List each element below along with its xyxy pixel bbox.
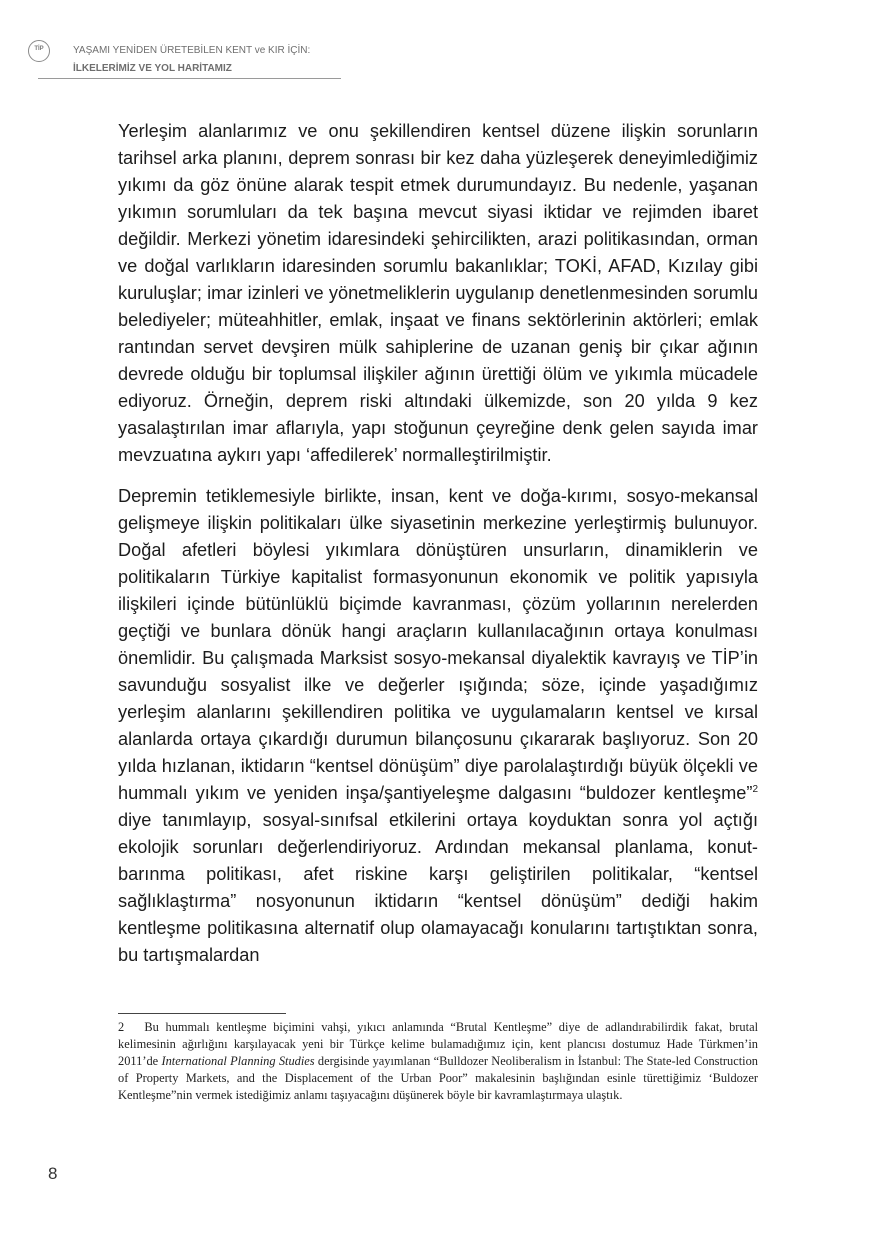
header-title-line1: YAŞAMI YENİDEN ÜRETEBİLEN KENT ve KIR İÇİN: xyxy=(73,45,311,56)
main-text xyxy=(118,118,758,983)
page-number: 8 xyxy=(48,1164,58,1183)
paragraph-2-part-2: diye tanımlayıp, sosyal-sınıfsal etkilerini ortaya koyduktan sonra yol açtığı ekolojik sorunları değerlendiriyoruz. Ardından mekansal planlama, konut-barınma politikası, afet riskine karşı geliştirilen politikalar, “kentsel sağlıklaştırma” nosyonunun iktidarın “kentsel dönüşüm” dediği hakim kentleşme politikasına alternatif olup olamayacağı konularını tartıştıktan sonra, bu tartışmalardan xyxy=(118,810,758,965)
logo-text: TİP xyxy=(34,46,44,52)
footnote xyxy=(118,1019,758,1104)
footnote-text-2: dergisinde yayımlanan “Bulldozer Neoliberalism in İstanbul: The State-led Construction of Property Markets, and the Displacement of the Urban Poor” makalesinin başlığından esinle türettiğimiz ‘Buldozer Kentleşme”nin vermek istediğimiz anlamı taşıyacağını düşünerek böyle bir kavramlaştırmaya ulaştık. xyxy=(118,1054,759,1102)
footnote-text-1: Bu hummalı kentleşme biçimini vahşi, yıkıcı anlamında “Brutal Kentleşme” diye de adlandırabilirdik fakat, brutal kelimesinin ağırlığını karşılayacak yeni bir Türkçe kelime bulamadığımız için, kent plancısı dostumuz Hade Türkmen’in 2011’de xyxy=(118,1020,759,1068)
party-logo-icon xyxy=(28,40,50,62)
footnote-reference: 2 xyxy=(752,783,758,795)
header-title-line2: İLKELERİMİZ VE YOL HARİTAMIZ xyxy=(73,63,232,74)
header-divider xyxy=(38,78,341,79)
footnote-journal-title: International Planning Studies xyxy=(161,1054,315,1068)
paragraph-2-part-1: Depremin tetiklemesiyle birlikte, insan, kent ve doğa-kırımı, sosyo-mekansal gelişmeye ilişkin politikaları ülke siyasetinin merkezine yerleştirmiş bulunuyor. Doğal afetleri böylesi yıkımlara dönüştüren unsurların, dinamiklerin ve politikaların Türkiye kapitalist formasyonunun ekonomik ve politik yapısıyla ilişkileri içinde bütünlüklü biçimde kavranması, çözüm yollarının nerelerden geçtiği ve bunlara dönük hangi araçların kullanılacağının ortaya konulması önemlidir. Bu çalışmada Marksist sosyo-mekansal diyalektik kavrayış ve TİP’in savunduğu sosyalist ilke ve değerler ışığında; söze, içinde yaşadığımız yerleşim alanlarını şekillendiren politika ve uygulamaların kentsel ve kırsal alanlarda ortaya çıkardığı durumun bilançosunu çıkararak başlıyoruz. Son 20 yılda hızlanan, iktidarın “kentsel dönüşüm” diye parolalaştırdığı büyük ölçekli ve hummalı yıkım ve yeniden inşa/şantiyeleşme dalgasını “buldozer kentleşme” xyxy=(118,486,758,803)
footnote-divider xyxy=(118,1013,286,1014)
footnote-number: 2 xyxy=(118,1020,125,1034)
paragraph-1: Yerleşim alanlarımız ve onu şekillendiren kentsel düzene ilişkin sorunların tarihsel arka planını, deprem sonrası bir kez daha yüzleşerek deneyimlediğimiz yıkımı da göz önüne alarak tespit etmek durumundayız. Bu nedenle, yaşanan yıkımın sorumluları da tek başına mevcut siyasi iktidar ve rejimden ibaret değildir. Merkezi yönetim idaresindeki şehircilikten, arazi politikasından, orman ve doğal varlıkların idaresinden sorumlu bakanlıklar; TOKİ, AFAD, Kızılay gibi kuruluşlar; imar izinleri ve yönetmeliklerin uygulanıp denetlenmesinden sorumlu belediyeler; müteahhitler, emlak, inşaat ve finans sektörlerinin aktörleri; emlak rantından servet devşiren mülk sahiplerine de uzanan geniş bir çıkar ağının devrede olduğu bir toplumsal ilişkiler ağının ürettiği ölüm ve yıkımla mücadele ediyoruz. Örneğin, deprem riski altındaki ülkemizde, son 20 yılda 9 kez yasalaştırılan imar aflarıyla, yapı stoğunun çeyreğine denk gelen sayıda imar mevzuatına aykırı yapı ‘affedilerek’ normalleştirilmiştir. xyxy=(118,121,758,465)
paragraph-2 xyxy=(118,483,758,969)
